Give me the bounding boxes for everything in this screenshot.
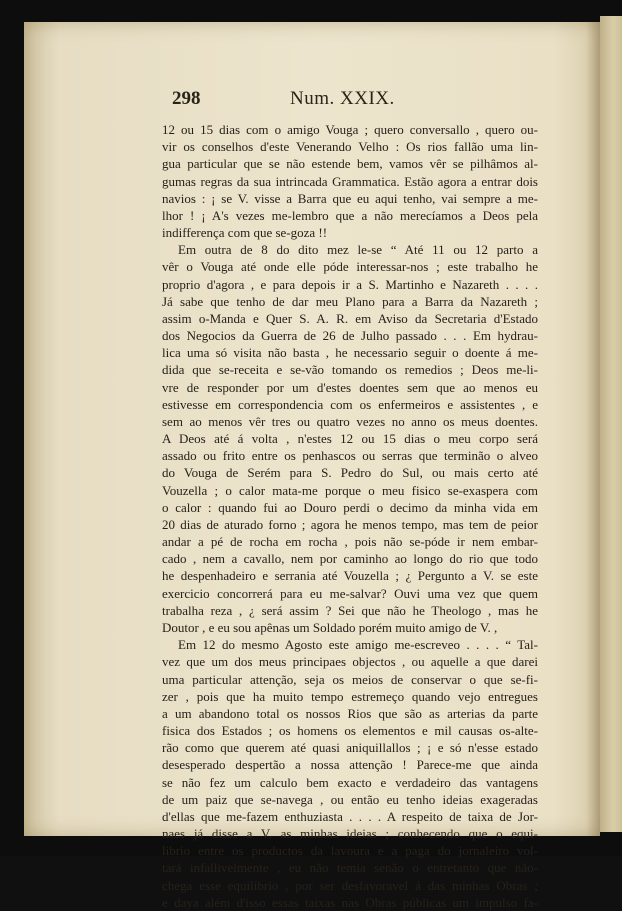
text-line: 20 dias de aturado forno ; agora he menos tempo, mas tem de peior bbox=[162, 516, 538, 532]
text-line: Já sabe que tenho de dar meu Plano para a Barra da Nazareth ; bbox=[162, 293, 538, 309]
text-line: trabalha reza , ¿ será assim ? Sei que não he Theologo , mas he bbox=[162, 602, 538, 618]
text-line: he despenhadeiro e serrania até Vouzella ; ¿ Pergunto a V. se este bbox=[162, 568, 538, 584]
text-line: cado , nem a cavallo, nem por caminho ao longo do rio que todo bbox=[162, 551, 538, 567]
text-line: zer , pois que ha muito tempo estremeço quando vejo entregues bbox=[162, 688, 538, 704]
text-line: o calor : quando fui ao Douro perdi o decimo da minha vida em bbox=[162, 499, 538, 515]
text-line: dida que se-receita e se-vão tomando os remedios ; Deos me-li- bbox=[162, 362, 538, 378]
text-line: assado ou frito entre os penhascos ou serras que terminão o alveo bbox=[162, 448, 538, 464]
text-line: se não fez um calculo bem exacto e verdadeiro das vantagens bbox=[162, 774, 538, 790]
text-line: desesperado despertão a nossa attenção ! Parece-me que ainda bbox=[162, 757, 538, 773]
page-title: Num. XXIX. bbox=[290, 88, 395, 109]
text-line: e daya além d'isso essas taixas nas Obras públicas um impulso fa- bbox=[162, 894, 538, 910]
text-line: chega esse equilibrio , por ser desfavoravel á das minhas Obras ; bbox=[162, 877, 538, 893]
text-line: librio entre os productos da lavoura e a paga do jornaleiro vol- bbox=[162, 843, 538, 859]
text-line: Em outra de 8 do dito mez le-se “ Até 11 ou 12 parto a bbox=[178, 242, 538, 258]
text-line: andar a pé de rocha em rocha , pois não se-póde ir nem embar- bbox=[162, 534, 538, 550]
text-line: vêr o Vouga até onde elle póde interessar-nos ; este trabalho he bbox=[162, 259, 538, 275]
text-line: tará infallivelmente , eu não temia senão o entretanto que não- bbox=[162, 860, 538, 876]
text-line: lhor ! ¡ A's vezes me-lembro que a não merecíamos a Deos pela bbox=[162, 207, 538, 223]
text-line: A Deos até á volta , n'estes 12 ou 15 dias o meu corpo será bbox=[162, 431, 538, 447]
text-line: estivesse em correspondencia com os enfermeiros e assistentes , e bbox=[162, 396, 538, 412]
text-line: Em 12 do mesmo Agosto este amigo me-escreveo . . . . “ Tal- bbox=[178, 637, 538, 653]
text-line: indifferença com que se-goza !! bbox=[162, 225, 328, 241]
text-line: vir os conselhos d'este Venerando Velho : Os rios fallão uma lin- bbox=[162, 139, 538, 155]
text-line: Vouzella ; o calor mata-me porque o meu fisico se-exaspera com bbox=[162, 482, 538, 498]
text-line: proprio d'agora , e para depois ir a S. Martinho e Nazareth . . . . bbox=[162, 276, 538, 292]
text-line: d'ellas que me-fazem enthuziasta . . . . A respeito de taixa de Jor- bbox=[162, 808, 538, 824]
text-line: a um abandono total os nossos Rios que são as arterias da parte bbox=[162, 705, 538, 721]
text-line: gua particular que se não estende bem, vamos vêr se pilhâmos al- bbox=[162, 156, 538, 172]
page-number: 298 bbox=[172, 88, 201, 109]
text-line: assim o-Manda e Quer S. A. R. em Aviso da Secretaria d'Estado bbox=[162, 310, 538, 326]
text-line: sem ao menos vêr tres ou quatro vezes no anno os meus doentes. bbox=[162, 413, 538, 429]
text-line: Doutor , e eu sou apênas um Soldado porém muito amigo de V. , bbox=[162, 619, 498, 635]
text-line: dos Negocios da Guerra de 26 de Julho passado . . . Em hydrau- bbox=[162, 328, 538, 344]
text-line: vre de responder por um d'estes doentes sem que ao menos eu bbox=[162, 379, 538, 395]
text-line: exercicio concorrerá para eu me-salvar? Ouvi uma vez que quem bbox=[162, 585, 538, 601]
text-line: lica uma só visita não basta , he necessario seguir o doente á me- bbox=[162, 345, 538, 361]
text-line: navios : ¡ se V. visse a Barra que eu aqui tenho, vai sempre a me- bbox=[162, 190, 538, 206]
text-line: 12 ou 15 dias com o amigo Vouga ; quero conversallo , quero ou- bbox=[162, 122, 538, 137]
body-text bbox=[162, 121, 538, 911]
text-line: de um paiz que se-navega , ou então eu tenho ideias exageradas bbox=[162, 791, 538, 807]
text-line: do Vouga de Serém para S. Pedro do Sul, ou mais certo até bbox=[162, 465, 538, 481]
text-line: rão como que querem até quasi aniquillallos ; ¡ e só n'esse estado bbox=[162, 740, 538, 756]
adjacent-page-edge bbox=[600, 16, 622, 832]
text-line: vez que um dos meus principaes objectos , ou aquelle a que darei bbox=[162, 654, 538, 670]
text-line: fisica dos Estados ; os homens os elementos e mil causas os-alte- bbox=[162, 723, 538, 739]
page-gutter-shadow bbox=[586, 22, 600, 836]
text-line: gumas regras da sua intrincada Grammatica. Estão agora a entrar dois bbox=[162, 173, 538, 189]
text-line: naes já disse a V. as minhas ideias ; conhecendo que o equi- bbox=[162, 826, 538, 842]
text-line: uma particular attenção, seja os meios de conservar o que se-fi- bbox=[162, 671, 538, 687]
